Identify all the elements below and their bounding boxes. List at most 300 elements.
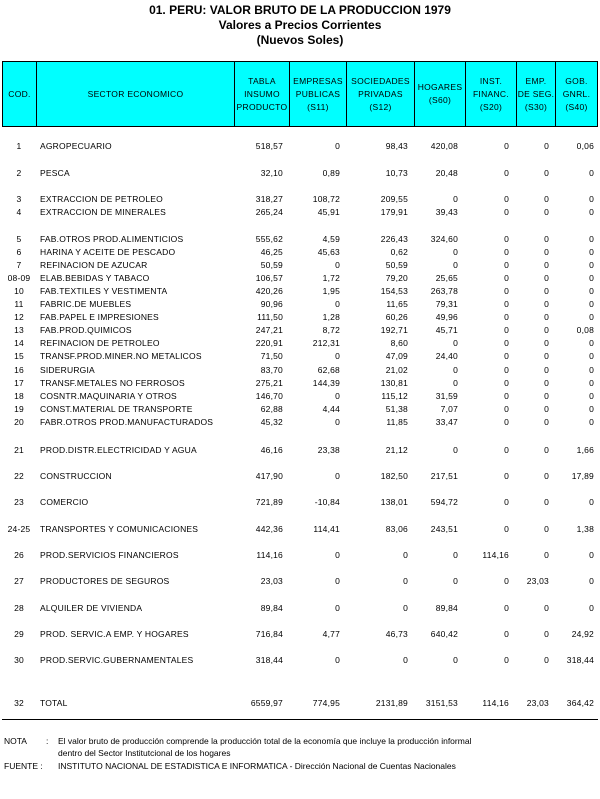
- cell-s11: 0: [335, 391, 340, 401]
- cell-s40: 0: [589, 260, 594, 270]
- cell-s11: 4,44: [322, 404, 340, 414]
- cell-s30: 0: [544, 325, 549, 335]
- cell-tabla: 23,03: [260, 576, 283, 586]
- cell-sector: TOTAL: [40, 698, 68, 708]
- cell-s20: 0: [504, 168, 509, 178]
- cell-s20: 0: [504, 338, 509, 348]
- cell-s12: 182,50: [380, 471, 408, 481]
- cell-s60: 0: [453, 550, 458, 560]
- cell-s11: 0: [335, 260, 340, 270]
- cell-s20: 0: [504, 603, 509, 613]
- cell-tabla: 442,36: [255, 524, 283, 534]
- cell-s40: 0: [589, 207, 594, 217]
- cell-cod: 20: [14, 417, 24, 427]
- cell-tabla: 89,84: [260, 603, 283, 613]
- table-row: [0, 206, 600, 218]
- cell-tabla: 32,10: [260, 168, 283, 178]
- cell-s30: 0: [544, 141, 549, 151]
- cell-sector: PROD.DISTR.ELECTRICIDAD Y AGUA: [40, 445, 197, 455]
- cell-tabla: 50,59: [260, 260, 283, 270]
- cell-s30: 0: [544, 524, 549, 534]
- cell-s40: 0: [589, 351, 594, 361]
- cell-tabla: 265,24: [255, 207, 283, 217]
- cell-cod: 30: [14, 655, 24, 665]
- cell-s60: 420,08: [430, 141, 458, 151]
- cell-s11: 0: [335, 351, 340, 361]
- cell-sector: PROD.SERVIC.GUBERNAMENTALES: [40, 655, 194, 665]
- cell-s40: 0: [589, 312, 594, 322]
- cell-s30: 0: [544, 603, 549, 613]
- table-row: [0, 193, 600, 205]
- cell-tabla: 220,91: [255, 338, 283, 348]
- cell-s12: 83,06: [385, 524, 408, 534]
- cell-s30: 0: [544, 404, 549, 414]
- table-row: [0, 444, 600, 456]
- table-row: [0, 549, 600, 561]
- cell-sector: COSNTR.MAQUINARIA Y OTROS: [40, 391, 177, 401]
- cell-s30: 0: [544, 260, 549, 270]
- table-row: [0, 602, 600, 614]
- cell-s11: 0: [335, 603, 340, 613]
- cell-s11: 1,28: [322, 312, 340, 322]
- cell-s40: 0: [589, 417, 594, 427]
- table-row: [0, 496, 600, 508]
- cell-s12: 0,62: [390, 247, 408, 257]
- cell-cod: 19: [14, 404, 24, 414]
- cell-cod: 4: [16, 207, 22, 217]
- table-row: [0, 298, 600, 310]
- cell-s20: 0: [504, 378, 509, 388]
- cell-s12: 192,71: [380, 325, 408, 335]
- cell-cod: 29: [14, 629, 24, 639]
- cell-cod: 26: [14, 550, 24, 560]
- cell-s20: 0: [504, 234, 509, 244]
- cell-cod: 11: [14, 299, 24, 309]
- cell-sector: AGROPECUARIO: [40, 141, 112, 151]
- cell-tabla: 417,90: [255, 471, 283, 481]
- table-row: [0, 470, 600, 482]
- table-row: [0, 311, 600, 323]
- cell-s60: 39,43: [435, 207, 458, 217]
- cell-sector: REFINACION DE PETROLEO: [40, 338, 160, 348]
- cell-sector: PROD. SERVIC.A EMP. Y HOGARES: [40, 629, 189, 639]
- cell-s60: 0: [453, 445, 458, 455]
- cell-s20: 0: [504, 312, 509, 322]
- cell-s40: 0: [589, 299, 594, 309]
- cell-s30: 0: [544, 445, 549, 455]
- cell-s60: 0: [453, 194, 458, 204]
- cell-cod: 18: [14, 391, 24, 401]
- cell-cod: 22: [14, 471, 24, 481]
- cell-s12: 209,55: [380, 194, 408, 204]
- cell-s12: 226,43: [380, 234, 408, 244]
- cell-s20: 0: [504, 524, 509, 534]
- cell-s30: 0: [544, 378, 549, 388]
- cell-tabla: 90,96: [260, 299, 283, 309]
- cell-s12: 0: [403, 576, 408, 586]
- cell-s12: 79,20: [385, 273, 408, 283]
- cell-s11: 45,63: [317, 247, 340, 257]
- header-sector: SECTOR ECONOMICO: [36, 62, 234, 126]
- cell-sector: TRANSF.METALES NO FERROSOS: [40, 378, 185, 388]
- cell-sector: CONST.MATERIAL DE TRANSPORTE: [40, 404, 193, 414]
- header-s12: SOCIEDADES PRIVADAS (S12): [346, 62, 414, 126]
- cell-cod: 1: [16, 141, 22, 151]
- cell-s20: 0: [504, 247, 509, 257]
- note-colon: :: [46, 736, 49, 746]
- cell-s11: 114,41: [313, 524, 340, 534]
- cell-cod: 16: [14, 365, 24, 375]
- cell-s60: 0: [453, 378, 458, 388]
- cell-cod: 14: [14, 338, 24, 348]
- cell-s40: 0: [589, 550, 594, 560]
- cell-sector: EXTRACCION DE PETROLEO: [40, 194, 163, 204]
- cell-tabla: 146,70: [255, 391, 283, 401]
- cell-s20: 0: [504, 629, 509, 639]
- cell-tabla: 318,44: [255, 655, 283, 665]
- table-row: [0, 246, 600, 258]
- cell-tabla: 420,26: [255, 286, 283, 296]
- cell-s12: 21,12: [385, 445, 408, 455]
- cell-s12: 60,26: [385, 312, 408, 322]
- cell-s60: 3151,53: [425, 698, 458, 708]
- cell-s60: 20,48: [435, 168, 458, 178]
- cell-s30: 0: [544, 207, 549, 217]
- table-row: [0, 364, 600, 376]
- cell-sector: SIDERURGIA: [40, 365, 95, 375]
- cell-sector: FABR.OTROS PROD.MANUFACTURADOS: [40, 417, 214, 427]
- cell-sector: ELAB.BEBIDAS Y TABACO: [40, 273, 150, 283]
- cell-cod: 27: [14, 576, 24, 586]
- cell-s30: 0: [544, 391, 549, 401]
- table-row: [0, 575, 600, 587]
- header-s20: INST. FINANC. (S20): [465, 62, 516, 126]
- report-subtitle: Valores a Precios Corrientes: [218, 18, 382, 32]
- cell-s12: 47,09: [385, 351, 408, 361]
- cell-s60: 7,07: [440, 404, 458, 414]
- cell-cod: 7: [16, 260, 22, 270]
- table-row: [0, 390, 600, 402]
- cell-s60: 89,84: [435, 603, 458, 613]
- cell-s60: 79,31: [435, 299, 458, 309]
- cell-s11: 0: [335, 417, 340, 427]
- table-bottom-rule: [2, 719, 598, 720]
- cell-s12: 21,02: [385, 365, 408, 375]
- cell-s11: 0: [335, 299, 340, 309]
- cell-s40: 1,38: [576, 524, 594, 534]
- cell-s20: 0: [504, 471, 509, 481]
- cell-s11: 0,89: [322, 168, 340, 178]
- cell-s20: 0: [504, 365, 509, 375]
- table-row: [0, 377, 600, 389]
- cell-s12: 10,73: [385, 168, 408, 178]
- cell-s30: 0: [544, 286, 549, 296]
- cell-sector: FAB.OTROS PROD.ALIMENTICIOS: [40, 234, 184, 244]
- cell-s12: 11,85: [386, 417, 408, 427]
- cell-cod: 24-25: [7, 524, 31, 534]
- cell-s20: 0: [504, 286, 509, 296]
- cell-tabla: 518,57: [255, 141, 283, 151]
- cell-s40: 0: [589, 338, 594, 348]
- cell-sector: HARINA Y ACEITE DE PESCADO: [40, 247, 176, 257]
- table-row: [0, 654, 600, 666]
- cell-s20: 0: [504, 576, 509, 586]
- cell-s12: 179,91: [380, 207, 408, 217]
- source-label: FUENTE :: [4, 761, 43, 771]
- cell-cod: 23: [14, 497, 24, 507]
- cell-s60: 324,60: [430, 234, 458, 244]
- cell-tabla: 83,70: [260, 365, 283, 375]
- cell-s30: 0: [544, 497, 549, 507]
- note-label: NOTA: [4, 736, 27, 746]
- cell-s40: 1,66: [576, 445, 594, 455]
- cell-cod: 6: [16, 247, 22, 257]
- cell-s30: 0: [544, 655, 549, 665]
- table-row: [0, 416, 600, 428]
- cell-s11: 62,68: [317, 365, 340, 375]
- cell-s12: 11,65: [386, 299, 408, 309]
- cell-s30: 0: [544, 194, 549, 204]
- cell-s40: 364,42: [566, 698, 594, 708]
- cell-s30: 0: [544, 629, 549, 639]
- table-row: [0, 140, 600, 152]
- header-s60: HOGARES (S60): [414, 62, 465, 126]
- table-row: [0, 259, 600, 271]
- cell-cod: 17: [14, 378, 24, 388]
- cell-s12: 0: [403, 550, 408, 560]
- report-units: (Nuevos Soles): [256, 33, 344, 47]
- note-text-line1: El valor bruto de producción comprende la producción total de la economía que incluye la producción informal: [58, 736, 472, 746]
- cell-s30: 0: [544, 471, 549, 481]
- cell-s60: 49,96: [435, 312, 458, 322]
- cell-s30: 0: [544, 234, 549, 244]
- cell-s20: 0: [504, 445, 509, 455]
- cell-s30: 0: [544, 247, 549, 257]
- cell-s30: 0: [544, 299, 549, 309]
- cell-s12: 0: [403, 655, 408, 665]
- cell-s20: 0: [504, 260, 509, 270]
- cell-sector: FAB.PAPEL E IMPRESIONES: [40, 312, 159, 322]
- cell-sector: CONSTRUCCION: [40, 471, 112, 481]
- cell-s40: 0: [589, 378, 594, 388]
- cell-s11: 45,91: [317, 207, 340, 217]
- cell-s40: 0,08: [576, 325, 594, 335]
- table-row: [0, 324, 600, 336]
- cell-s60: 31,59: [435, 391, 458, 401]
- cell-cod: 21: [14, 445, 24, 455]
- cell-s40: 17,89: [571, 471, 594, 481]
- cell-cod: 2: [16, 168, 22, 178]
- cell-sector: PRODUCTORES DE SEGUROS: [40, 576, 170, 586]
- note-text-line2: dentro del Sector Institutcional de los hogares: [58, 748, 231, 758]
- total-row: [0, 697, 600, 709]
- header-s30: EMP. DE SEG. (S30): [516, 62, 555, 126]
- cell-tabla: 46,25: [260, 247, 283, 257]
- cell-s11: 8,72: [322, 325, 340, 335]
- table-row: [0, 167, 600, 179]
- cell-s11: 0: [335, 655, 340, 665]
- cell-s60: 0: [453, 260, 458, 270]
- cell-s40: 0: [589, 286, 594, 296]
- cell-s12: 130,81: [380, 378, 408, 388]
- cell-sector: PROD.SERVICIOS FINANCIEROS: [40, 550, 179, 560]
- cell-s12: 115,12: [381, 391, 408, 401]
- cell-s20: 0: [504, 273, 509, 283]
- table-row: [0, 337, 600, 349]
- cell-s40: 0,06: [576, 141, 594, 151]
- cell-s20: 0: [504, 299, 509, 309]
- cell-s30: 0: [544, 338, 549, 348]
- cell-s30: 0: [544, 168, 549, 178]
- cell-tabla: 721,89: [255, 497, 283, 507]
- cell-s20: 114,16: [482, 550, 509, 560]
- cell-cod: 3: [16, 194, 22, 204]
- cell-tabla: 62,88: [260, 404, 283, 414]
- cell-s20: 0: [504, 497, 509, 507]
- cell-s30: 0: [544, 365, 549, 375]
- cell-s20: 0: [504, 655, 509, 665]
- cell-s12: 50,59: [385, 260, 408, 270]
- cell-cod: 13: [14, 325, 24, 335]
- table-header: [2, 61, 598, 127]
- table-row: [0, 628, 600, 640]
- cell-s11: 0: [335, 550, 340, 560]
- cell-s60: 24,40: [435, 351, 458, 361]
- cell-cod: 32: [14, 698, 24, 708]
- cell-tabla: 6559,97: [250, 698, 283, 708]
- cell-s60: 640,42: [430, 629, 458, 639]
- cell-cod: 08-09: [7, 273, 31, 283]
- cell-sector: COMERCIO: [40, 497, 89, 507]
- cell-s40: 0: [589, 194, 594, 204]
- cell-sector: TRANSPORTES Y COMUNICACIONES: [40, 524, 199, 534]
- cell-s40: 0: [589, 365, 594, 375]
- cell-s40: 0: [589, 497, 594, 507]
- cell-s60: 0: [453, 655, 458, 665]
- cell-s12: 46,73: [385, 629, 408, 639]
- cell-tabla: 318,27: [255, 194, 283, 204]
- cell-s40: 0: [589, 168, 594, 178]
- cell-s60: 0: [453, 365, 458, 375]
- header-cod: COD.: [8, 88, 31, 99]
- cell-tabla: 45,32: [260, 417, 283, 427]
- cell-s60: 33,47: [435, 417, 458, 427]
- cell-s11: -10,84: [314, 497, 340, 507]
- cell-s12: 138,01: [380, 497, 408, 507]
- cell-s30: 23,03: [526, 576, 549, 586]
- header-s11: EMPRESAS PUBLICAS (S11): [289, 62, 346, 126]
- cell-s20: 0: [504, 207, 509, 217]
- cell-tabla: 46,16: [260, 445, 283, 455]
- cell-s11: 144,39: [312, 378, 340, 388]
- cell-cod: 5: [16, 234, 22, 244]
- cell-sector: REFINACION DE AZUCAR: [40, 260, 148, 270]
- cell-s11: 0: [335, 141, 340, 151]
- cell-s12: 51,38: [385, 404, 408, 414]
- cell-s60: 25,65: [435, 273, 458, 283]
- cell-s60: 263,78: [430, 286, 458, 296]
- table-row: [0, 272, 600, 284]
- table-row: [0, 350, 600, 362]
- cell-s20: 0: [504, 325, 509, 335]
- cell-tabla: 716,84: [255, 629, 283, 639]
- cell-tabla: 275,21: [255, 378, 283, 388]
- cell-cod: 28: [14, 603, 24, 613]
- table-row: [0, 285, 600, 297]
- cell-s11: 4,77: [322, 629, 340, 639]
- cell-s40: 0: [589, 234, 594, 244]
- cell-s60: 45,71: [435, 325, 458, 335]
- cell-sector: TRANSF.PROD.MINER.NO METALICOS: [40, 351, 202, 361]
- cell-s11: 1,72: [322, 273, 340, 283]
- cell-s60: 594,72: [430, 497, 458, 507]
- cell-s20: 0: [504, 351, 509, 361]
- cell-sector: ALQUILER DE VIVIENDA: [40, 603, 143, 613]
- cell-s60: 0: [453, 338, 458, 348]
- cell-cod: 10: [14, 286, 24, 296]
- cell-s20: 0: [504, 141, 509, 151]
- report-title: 01. PERU: VALOR BRUTO DE LA PRODUCCION 1979: [149, 3, 451, 17]
- cell-s40: 0: [589, 391, 594, 401]
- cell-s60: 0: [453, 576, 458, 586]
- cell-s40: 318,44: [566, 655, 594, 665]
- cell-tabla: 114,16: [256, 550, 283, 560]
- cell-s40: 0: [589, 603, 594, 613]
- cell-s40: 0: [589, 247, 594, 257]
- cell-s30: 23,03: [526, 698, 549, 708]
- table-row: [0, 233, 600, 245]
- cell-sector: EXTRACCION DE MINERALES: [40, 207, 166, 217]
- header-tabla: TABLA INSUMO PRODUCTO: [234, 62, 289, 126]
- cell-s11: 212,31: [312, 338, 340, 348]
- table-row: [0, 523, 600, 535]
- cell-tabla: 247,21: [255, 325, 283, 335]
- cell-s40: 0: [589, 273, 594, 283]
- cell-s12: 0: [403, 603, 408, 613]
- cell-s11: 4,59: [322, 234, 340, 244]
- cell-s12: 98,43: [385, 141, 408, 151]
- cell-tabla: 71,50: [260, 351, 283, 361]
- cell-tabla: 111,50: [257, 312, 283, 322]
- cell-s20: 114,16: [482, 698, 509, 708]
- cell-s30: 0: [544, 312, 549, 322]
- cell-cod: 12: [14, 312, 24, 322]
- cell-s20: 0: [504, 391, 509, 401]
- cell-s30: 0: [544, 417, 549, 427]
- cell-s40: 24,92: [571, 629, 594, 639]
- header-s40: GOB. GNRL. (S40): [555, 62, 597, 126]
- cell-s40: 0: [589, 404, 594, 414]
- cell-s20: 0: [504, 417, 509, 427]
- cell-cod: 15: [14, 351, 24, 361]
- cell-s60: 243,51: [430, 524, 458, 534]
- cell-s12: 154,53: [380, 286, 408, 296]
- cell-s12: 2131,89: [375, 698, 408, 708]
- cell-sector: PESCA: [40, 168, 70, 178]
- cell-tabla: 106,57: [255, 273, 283, 283]
- cell-s20: 0: [504, 404, 509, 414]
- cell-s60: 217,51: [430, 471, 458, 481]
- cell-s11: 108,72: [312, 194, 340, 204]
- cell-tabla: 555,62: [255, 234, 283, 244]
- cell-s11: 1,95: [322, 286, 340, 296]
- cell-sector: FABRIC.DE MUEBLES: [40, 299, 132, 309]
- cell-s12: 8,60: [390, 338, 408, 348]
- cell-s30: 0: [544, 273, 549, 283]
- cell-s11: 23,38: [317, 445, 340, 455]
- source-text: INSTITUTO NACIONAL DE ESTADISTICA E INFORMATICA - Dirección Nacional de Cuentas Nacionales: [58, 761, 456, 771]
- table-row: [0, 403, 600, 415]
